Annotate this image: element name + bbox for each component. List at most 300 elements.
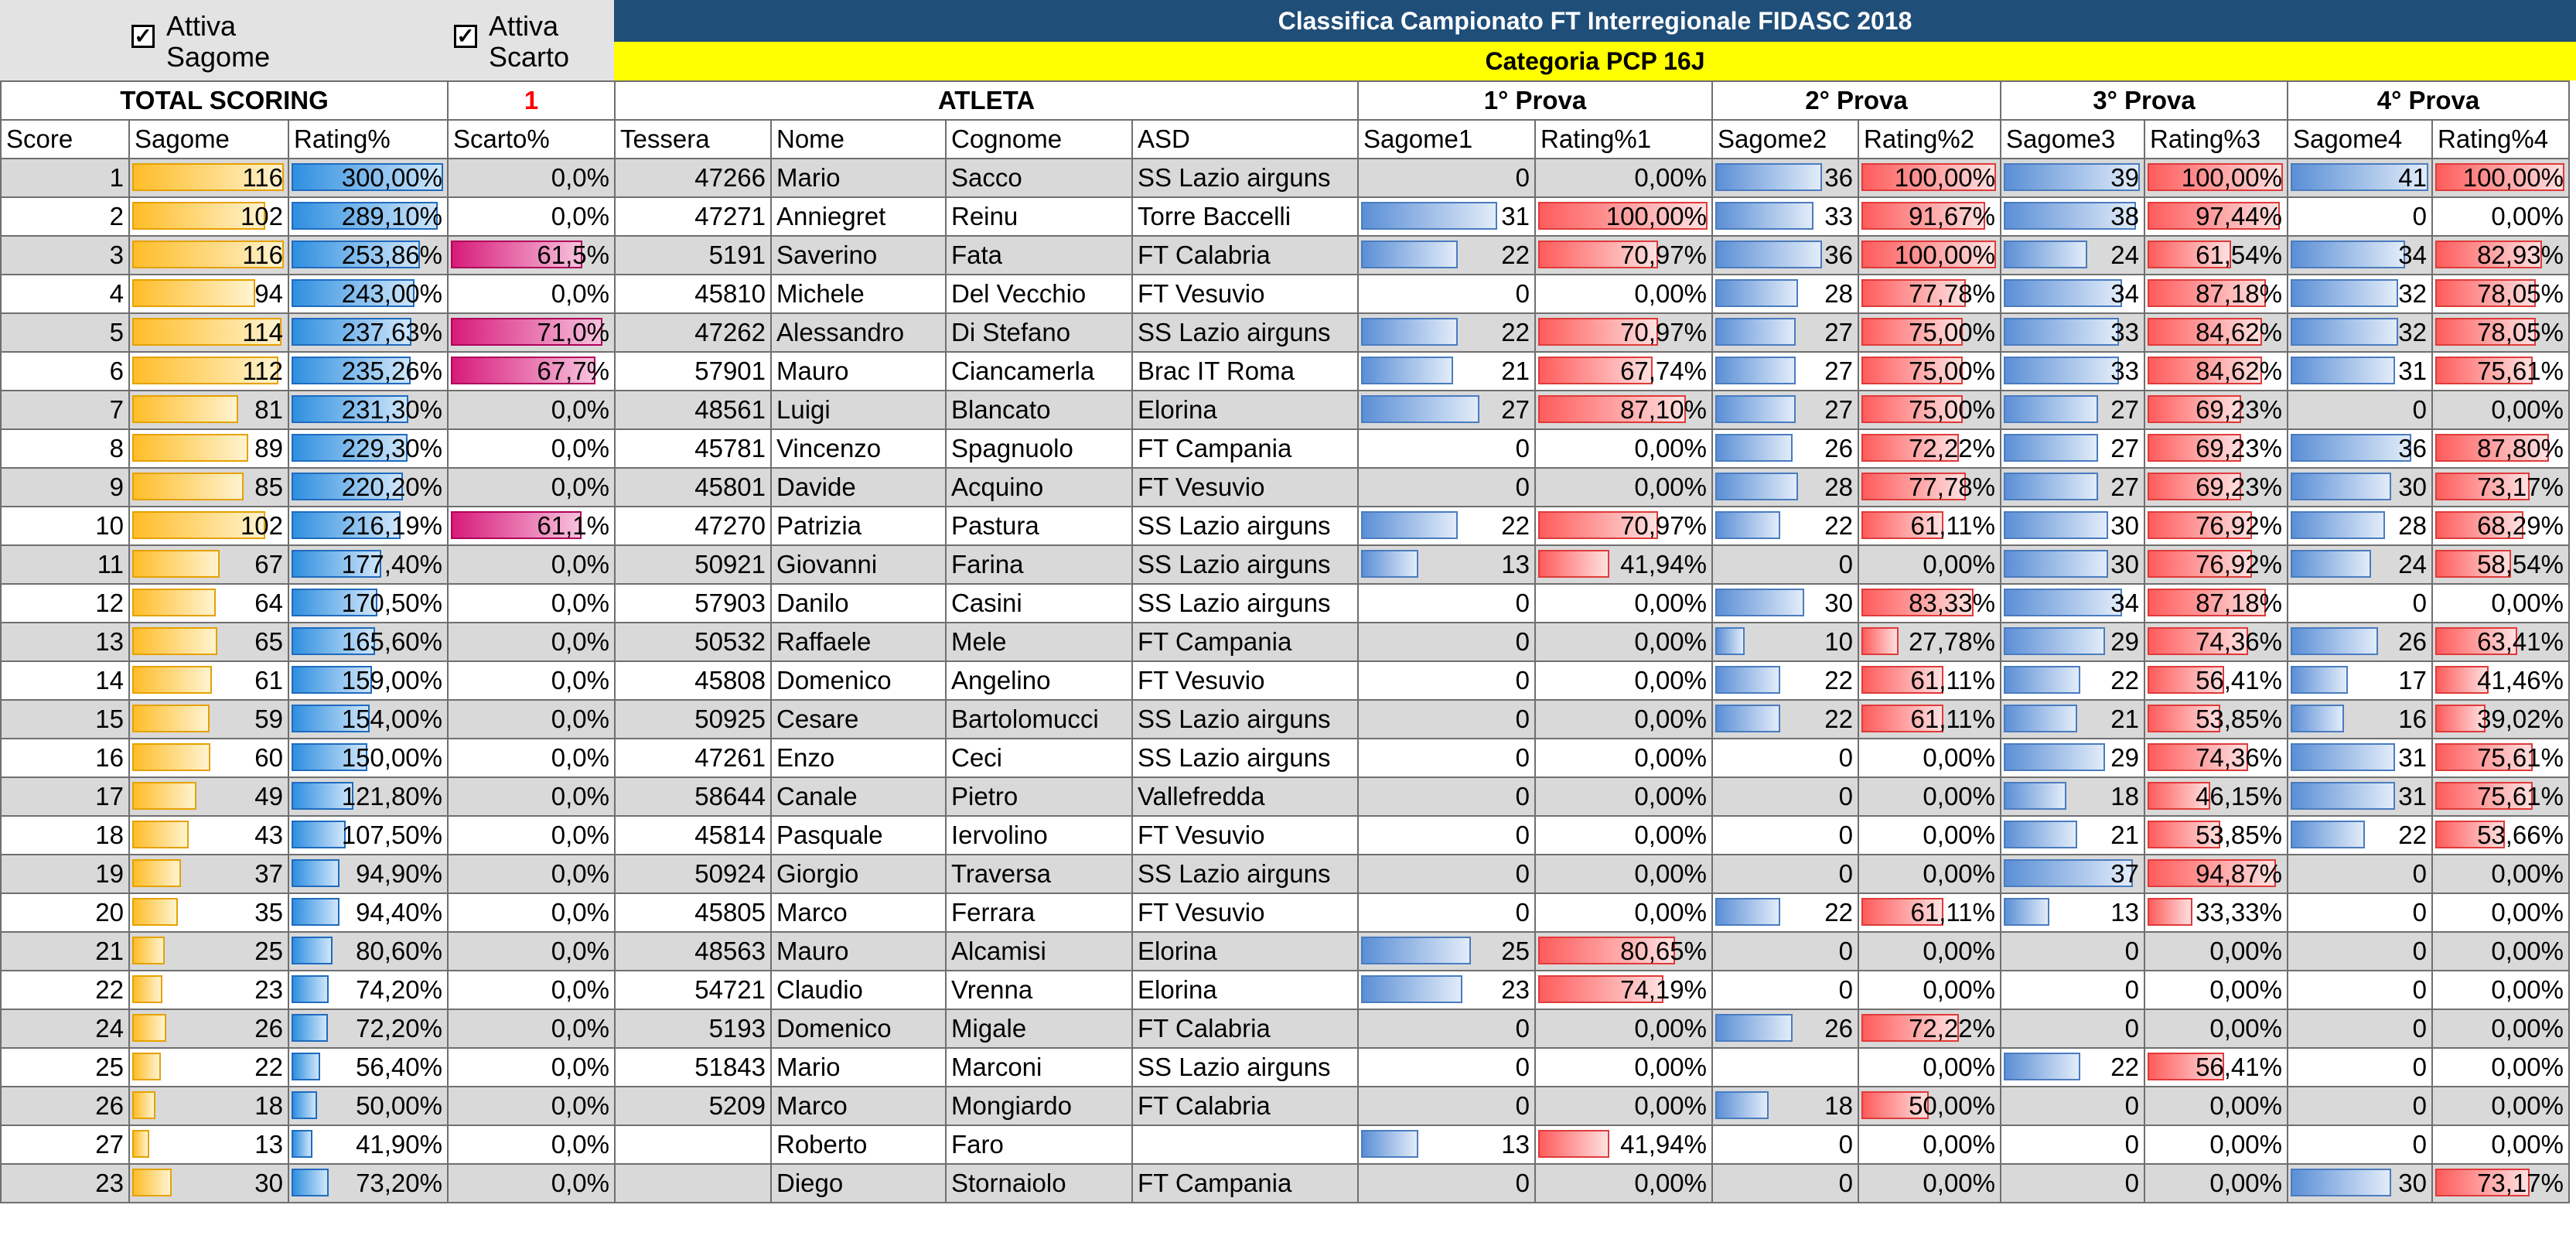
cell-sagome[interactable] — [129, 584, 288, 623]
cell-s4[interactable] — [2288, 275, 2432, 313]
cell-scarto[interactable] — [448, 777, 615, 816]
cell-rating[interactable] — [288, 739, 448, 777]
cell-s1[interactable] — [1358, 159, 1535, 197]
cell-scarto[interactable] — [448, 313, 615, 352]
column-header-rating-[interactable]: Rating% — [288, 120, 448, 159]
column-header-tessera[interactable]: Tessera — [615, 120, 771, 159]
cell-s1[interactable] — [1358, 352, 1535, 391]
cell-s3[interactable] — [2001, 739, 2144, 777]
cell-s3[interactable] — [2001, 1087, 2144, 1125]
cell-tessera[interactable] — [615, 507, 771, 545]
cell-scarto[interactable] — [448, 661, 615, 700]
cell-s4[interactable] — [2288, 429, 2432, 468]
cell-s1[interactable] — [1358, 391, 1535, 429]
cell-s4[interactable] — [2288, 661, 2432, 700]
cell-r2[interactable] — [1858, 816, 2001, 855]
cell-s2[interactable] — [1712, 159, 1858, 197]
table-row[interactable] — [1, 1048, 2569, 1087]
cell-cognome[interactable] — [946, 545, 1132, 584]
cell-asd[interactable] — [1132, 468, 1358, 507]
cell-s4[interactable] — [2288, 159, 2432, 197]
cell-cognome[interactable] — [946, 893, 1132, 932]
cell-r1[interactable] — [1535, 1048, 1712, 1087]
column-header-sagome4[interactable]: Sagome4 — [2288, 120, 2432, 159]
cell-asd[interactable] — [1132, 313, 1358, 352]
cell-sagome[interactable] — [129, 313, 288, 352]
cell-r1[interactable] — [1535, 816, 1712, 855]
cell-r4[interactable] — [2432, 275, 2569, 313]
cell-asd[interactable] — [1132, 545, 1358, 584]
table-row[interactable] — [1, 159, 2569, 197]
cell-r3[interactable] — [2144, 352, 2288, 391]
cell-tessera[interactable] — [615, 700, 771, 739]
cell-rating[interactable] — [288, 159, 448, 197]
cell-s3[interactable] — [2001, 507, 2144, 545]
table-row[interactable] — [1, 275, 2569, 313]
cell-nome[interactable] — [771, 275, 946, 313]
cell-s1[interactable] — [1358, 661, 1535, 700]
cell-sagome[interactable] — [129, 777, 288, 816]
cell-sagome[interactable] — [129, 893, 288, 932]
cell-r4[interactable] — [2432, 777, 2569, 816]
cell-r2[interactable] — [1858, 159, 2001, 197]
cell-r3[interactable] — [2144, 739, 2288, 777]
cell-score[interactable] — [1, 816, 129, 855]
cell-tessera[interactable] — [615, 159, 771, 197]
cell-rating[interactable] — [288, 661, 448, 700]
cell-s3[interactable] — [2001, 352, 2144, 391]
cell-tessera[interactable] — [615, 1164, 771, 1203]
cell-rating[interactable] — [288, 1048, 448, 1087]
cell-sagome[interactable] — [129, 275, 288, 313]
cell-sagome[interactable] — [129, 159, 288, 197]
cell-s3[interactable] — [2001, 661, 2144, 700]
cell-s2[interactable] — [1712, 777, 1858, 816]
cell-r2[interactable] — [1858, 429, 2001, 468]
cell-rating[interactable] — [288, 468, 448, 507]
cell-s4[interactable] — [2288, 623, 2432, 661]
cell-s4[interactable] — [2288, 971, 2432, 1009]
cell-s1[interactable] — [1358, 584, 1535, 623]
cell-sagome[interactable] — [129, 468, 288, 507]
table-row[interactable] — [1, 352, 2569, 391]
cell-cognome[interactable] — [946, 507, 1132, 545]
cell-s3[interactable] — [2001, 700, 2144, 739]
cell-cognome[interactable] — [946, 855, 1132, 893]
cell-r2[interactable] — [1858, 623, 2001, 661]
cell-nome[interactable] — [771, 623, 946, 661]
cell-r2[interactable] — [1858, 700, 2001, 739]
cell-s1[interactable] — [1358, 932, 1535, 971]
cell-s4[interactable] — [2288, 1125, 2432, 1164]
cell-asd[interactable] — [1132, 1164, 1358, 1203]
table-row[interactable] — [1, 661, 2569, 700]
cell-r3[interactable] — [2144, 893, 2288, 932]
cell-r4[interactable] — [2432, 855, 2569, 893]
cell-nome[interactable] — [771, 507, 946, 545]
cell-r2[interactable] — [1858, 1048, 2001, 1087]
cell-cognome[interactable] — [946, 584, 1132, 623]
cell-sagome[interactable] — [129, 1087, 288, 1125]
cell-r1[interactable] — [1535, 932, 1712, 971]
cell-s4[interactable] — [2288, 197, 2432, 236]
cell-nome[interactable] — [771, 545, 946, 584]
cell-asd[interactable] — [1132, 429, 1358, 468]
cell-s1[interactable] — [1358, 429, 1535, 468]
cell-r2[interactable] — [1858, 1125, 2001, 1164]
cell-r4[interactable] — [2432, 1125, 2569, 1164]
cell-score[interactable] — [1, 855, 129, 893]
cell-rating[interactable] — [288, 507, 448, 545]
cell-r4[interactable] — [2432, 932, 2569, 971]
cell-nome[interactable] — [771, 777, 946, 816]
cell-s2[interactable] — [1712, 623, 1858, 661]
cell-s1[interactable] — [1358, 700, 1535, 739]
cell-rating[interactable] — [288, 429, 448, 468]
cell-s2[interactable] — [1712, 1125, 1858, 1164]
column-header-cognome[interactable]: Cognome — [946, 120, 1132, 159]
cell-s4[interactable] — [2288, 816, 2432, 855]
cell-rating[interactable] — [288, 816, 448, 855]
cell-s4[interactable] — [2288, 236, 2432, 275]
cell-s2[interactable] — [1712, 1164, 1858, 1203]
cell-score[interactable] — [1, 159, 129, 197]
table-row[interactable] — [1, 1009, 2569, 1048]
cell-score[interactable] — [1, 275, 129, 313]
column-header-sagome[interactable]: Sagome — [129, 120, 288, 159]
cell-r3[interactable] — [2144, 429, 2288, 468]
cell-tessera[interactable] — [615, 1009, 771, 1048]
cell-r4[interactable] — [2432, 893, 2569, 932]
cell-scarto[interactable] — [448, 623, 615, 661]
cell-s2[interactable] — [1712, 275, 1858, 313]
cell-r1[interactable] — [1535, 584, 1712, 623]
cell-asd[interactable] — [1132, 700, 1358, 739]
cell-cognome[interactable] — [946, 777, 1132, 816]
cell-nome[interactable] — [771, 1164, 946, 1203]
cell-r3[interactable] — [2144, 507, 2288, 545]
cell-asd[interactable] — [1132, 971, 1358, 1009]
cell-scarto[interactable] — [448, 1087, 615, 1125]
cell-r4[interactable] — [2432, 545, 2569, 584]
cell-asd[interactable] — [1132, 932, 1358, 971]
cell-score[interactable] — [1, 1009, 129, 1048]
cell-asd[interactable] — [1132, 739, 1358, 777]
table-row[interactable] — [1, 816, 2569, 855]
column-header-sagome3[interactable]: Sagome3 — [2001, 120, 2144, 159]
cell-s4[interactable] — [2288, 507, 2432, 545]
cell-tessera[interactable] — [615, 584, 771, 623]
cell-nome[interactable] — [771, 739, 946, 777]
cell-r1[interactable] — [1535, 1087, 1712, 1125]
cell-r2[interactable] — [1858, 1164, 2001, 1203]
cell-tessera[interactable] — [615, 777, 771, 816]
cell-r4[interactable] — [2432, 971, 2569, 1009]
cell-s3[interactable] — [2001, 313, 2144, 352]
cell-scarto[interactable] — [448, 429, 615, 468]
cell-asd[interactable] — [1132, 1048, 1358, 1087]
cell-s1[interactable] — [1358, 545, 1535, 584]
cell-cognome[interactable] — [946, 739, 1132, 777]
cell-r4[interactable] — [2432, 159, 2569, 197]
cell-s1[interactable] — [1358, 468, 1535, 507]
cell-sagome[interactable] — [129, 623, 288, 661]
cell-tessera[interactable] — [615, 468, 771, 507]
column-header-score[interactable]: Score — [1, 120, 129, 159]
cell-r4[interactable] — [2432, 1009, 2569, 1048]
cell-scarto[interactable] — [448, 468, 615, 507]
cell-s1[interactable] — [1358, 1087, 1535, 1125]
cell-r2[interactable] — [1858, 1087, 2001, 1125]
cell-s3[interactable] — [2001, 391, 2144, 429]
cell-score[interactable] — [1, 777, 129, 816]
cell-score[interactable] — [1, 197, 129, 236]
cell-sagome[interactable] — [129, 1125, 288, 1164]
cell-rating[interactable] — [288, 1009, 448, 1048]
cell-s1[interactable] — [1358, 816, 1535, 855]
cell-r1[interactable] — [1535, 507, 1712, 545]
cell-nome[interactable] — [771, 1125, 946, 1164]
cell-asd[interactable] — [1132, 623, 1358, 661]
cell-scarto[interactable] — [448, 236, 615, 275]
cell-s4[interactable] — [2288, 1087, 2432, 1125]
cell-r1[interactable] — [1535, 700, 1712, 739]
cell-r1[interactable] — [1535, 275, 1712, 313]
cell-r3[interactable] — [2144, 1164, 2288, 1203]
cell-r2[interactable] — [1858, 971, 2001, 1009]
table-row[interactable] — [1, 932, 2569, 971]
cell-nome[interactable] — [771, 661, 946, 700]
cell-rating[interactable] — [288, 352, 448, 391]
table-row[interactable] — [1, 700, 2569, 739]
cell-r2[interactable] — [1858, 855, 2001, 893]
cell-r3[interactable] — [2144, 159, 2288, 197]
cell-scarto[interactable] — [448, 507, 615, 545]
cell-score[interactable] — [1, 1125, 129, 1164]
cell-sagome[interactable] — [129, 197, 288, 236]
cell-scarto[interactable] — [448, 391, 615, 429]
cell-sagome[interactable] — [129, 545, 288, 584]
cell-r1[interactable] — [1535, 1125, 1712, 1164]
cell-s4[interactable] — [2288, 1009, 2432, 1048]
cell-nome[interactable] — [771, 584, 946, 623]
table-row[interactable] — [1, 893, 2569, 932]
cell-tessera[interactable] — [615, 545, 771, 584]
cell-nome[interactable] — [771, 313, 946, 352]
cell-tessera[interactable] — [615, 623, 771, 661]
cell-s1[interactable] — [1358, 1125, 1535, 1164]
table-row[interactable] — [1, 468, 2569, 507]
cell-r1[interactable] — [1535, 391, 1712, 429]
cell-nome[interactable] — [771, 197, 946, 236]
cell-s2[interactable] — [1712, 1009, 1858, 1048]
column-header-rating-3[interactable]: Rating%3 — [2144, 120, 2288, 159]
cell-s1[interactable] — [1358, 236, 1535, 275]
cell-r3[interactable] — [2144, 855, 2288, 893]
cell-rating[interactable] — [288, 197, 448, 236]
cell-rating[interactable] — [288, 893, 448, 932]
cell-s2[interactable] — [1712, 313, 1858, 352]
table-row[interactable] — [1, 777, 2569, 816]
cell-s1[interactable] — [1358, 971, 1535, 1009]
cell-s4[interactable] — [2288, 584, 2432, 623]
cell-rating[interactable] — [288, 700, 448, 739]
cell-s1[interactable] — [1358, 1048, 1535, 1087]
cell-s3[interactable] — [2001, 236, 2144, 275]
cell-s3[interactable] — [2001, 1125, 2144, 1164]
column-header-scarto-[interactable]: Scarto% — [448, 120, 615, 159]
cell-sagome[interactable] — [129, 507, 288, 545]
cell-scarto[interactable] — [448, 1125, 615, 1164]
cell-asd[interactable] — [1132, 391, 1358, 429]
cell-rating[interactable] — [288, 313, 448, 352]
cell-rating[interactable] — [288, 1164, 448, 1203]
cell-r1[interactable] — [1535, 661, 1712, 700]
table-row[interactable] — [1, 507, 2569, 545]
cell-r2[interactable] — [1858, 893, 2001, 932]
cell-asd[interactable] — [1132, 236, 1358, 275]
cell-rating[interactable] — [288, 1125, 448, 1164]
cell-nome[interactable] — [771, 1009, 946, 1048]
cell-r3[interactable] — [2144, 971, 2288, 1009]
cell-s2[interactable] — [1712, 429, 1858, 468]
cell-score[interactable] — [1, 700, 129, 739]
cell-tessera[interactable] — [615, 236, 771, 275]
cell-s2[interactable] — [1712, 236, 1858, 275]
cell-r3[interactable] — [2144, 1009, 2288, 1048]
cell-scarto[interactable] — [448, 700, 615, 739]
cell-r3[interactable] — [2144, 1048, 2288, 1087]
cell-s4[interactable] — [2288, 739, 2432, 777]
cell-r2[interactable] — [1858, 468, 2001, 507]
cell-nome[interactable] — [771, 932, 946, 971]
cell-asd[interactable] — [1132, 507, 1358, 545]
cell-r3[interactable] — [2144, 623, 2288, 661]
cell-s2[interactable] — [1712, 584, 1858, 623]
cell-scarto[interactable] — [448, 932, 615, 971]
cell-tessera[interactable] — [615, 855, 771, 893]
cell-s2[interactable] — [1712, 700, 1858, 739]
cell-cognome[interactable] — [946, 313, 1132, 352]
table-row[interactable] — [1, 429, 2569, 468]
cell-tessera[interactable] — [615, 197, 771, 236]
cell-score[interactable] — [1, 507, 129, 545]
cell-nome[interactable] — [771, 700, 946, 739]
cell-s1[interactable] — [1358, 197, 1535, 236]
cell-score[interactable] — [1, 391, 129, 429]
cell-r1[interactable] — [1535, 468, 1712, 507]
column-header-asd[interactable]: ASD — [1132, 120, 1358, 159]
cell-s3[interactable] — [2001, 545, 2144, 584]
cell-r2[interactable] — [1858, 932, 2001, 971]
cell-s3[interactable] — [2001, 468, 2144, 507]
cell-cognome[interactable] — [946, 159, 1132, 197]
cell-s2[interactable] — [1712, 816, 1858, 855]
cell-tessera[interactable] — [615, 893, 771, 932]
cell-s2[interactable] — [1712, 468, 1858, 507]
cell-s4[interactable] — [2288, 391, 2432, 429]
table-row[interactable] — [1, 545, 2569, 584]
cell-s1[interactable] — [1358, 1009, 1535, 1048]
cell-score[interactable] — [1, 545, 129, 584]
cell-s1[interactable] — [1358, 739, 1535, 777]
cell-r4[interactable] — [2432, 197, 2569, 236]
cell-score[interactable] — [1, 352, 129, 391]
cell-asd[interactable] — [1132, 661, 1358, 700]
cell-r3[interactable] — [2144, 816, 2288, 855]
cell-cognome[interactable] — [946, 391, 1132, 429]
scarto-value[interactable]: 1 — [448, 81, 615, 120]
cell-s3[interactable] — [2001, 816, 2144, 855]
cell-tessera[interactable] — [615, 739, 771, 777]
cell-tessera[interactable] — [615, 275, 771, 313]
cell-s4[interactable] — [2288, 855, 2432, 893]
cell-s1[interactable] — [1358, 777, 1535, 816]
cell-cognome[interactable] — [946, 197, 1132, 236]
cell-score[interactable] — [1, 584, 129, 623]
attiva-scarto-checkbox[interactable]: ✓ — [454, 25, 477, 48]
cell-nome[interactable] — [771, 1048, 946, 1087]
cell-s3[interactable] — [2001, 1009, 2144, 1048]
cell-scarto[interactable] — [448, 971, 615, 1009]
table-row[interactable] — [1, 236, 2569, 275]
cell-s1[interactable] — [1358, 623, 1535, 661]
attiva-sagome-control[interactable] — [0, 0, 289, 80]
cell-nome[interactable] — [771, 1087, 946, 1125]
cell-cognome[interactable] — [946, 1164, 1132, 1203]
cell-s3[interactable] — [2001, 971, 2144, 1009]
cell-cognome[interactable] — [946, 1009, 1132, 1048]
cell-r4[interactable] — [2432, 1164, 2569, 1203]
cell-tessera[interactable] — [615, 313, 771, 352]
cell-score[interactable] — [1, 971, 129, 1009]
cell-s3[interactable] — [2001, 623, 2144, 661]
cell-cognome[interactable] — [946, 623, 1132, 661]
cell-r1[interactable] — [1535, 197, 1712, 236]
cell-nome[interactable] — [771, 971, 946, 1009]
cell-score[interactable] — [1, 739, 129, 777]
cell-cognome[interactable] — [946, 236, 1132, 275]
column-header-sagome2[interactable]: Sagome2 — [1712, 120, 1858, 159]
cell-r3[interactable] — [2144, 197, 2288, 236]
cell-r2[interactable] — [1858, 545, 2001, 584]
cell-s3[interactable] — [2001, 1164, 2144, 1203]
cell-r2[interactable] — [1858, 313, 2001, 352]
cell-r2[interactable] — [1858, 236, 2001, 275]
cell-nome[interactable] — [771, 159, 946, 197]
cell-r4[interactable] — [2432, 236, 2569, 275]
cell-score[interactable] — [1, 893, 129, 932]
cell-s3[interactable] — [2001, 1048, 2144, 1087]
cell-s2[interactable] — [1712, 855, 1858, 893]
cell-r2[interactable] — [1858, 391, 2001, 429]
cell-scarto[interactable] — [448, 1009, 615, 1048]
cell-r1[interactable] — [1535, 236, 1712, 275]
table-row[interactable] — [1, 391, 2569, 429]
cell-s3[interactable] — [2001, 197, 2144, 236]
cell-s2[interactable] — [1712, 507, 1858, 545]
cell-tessera[interactable] — [615, 932, 771, 971]
cell-s4[interactable] — [2288, 700, 2432, 739]
cell-s4[interactable] — [2288, 352, 2432, 391]
cell-r4[interactable] — [2432, 352, 2569, 391]
cell-scarto[interactable] — [448, 1164, 615, 1203]
cell-scarto[interactable] — [448, 197, 615, 236]
cell-asd[interactable] — [1132, 777, 1358, 816]
cell-rating[interactable] — [288, 1087, 448, 1125]
cell-r4[interactable] — [2432, 700, 2569, 739]
cell-score[interactable] — [1, 932, 129, 971]
